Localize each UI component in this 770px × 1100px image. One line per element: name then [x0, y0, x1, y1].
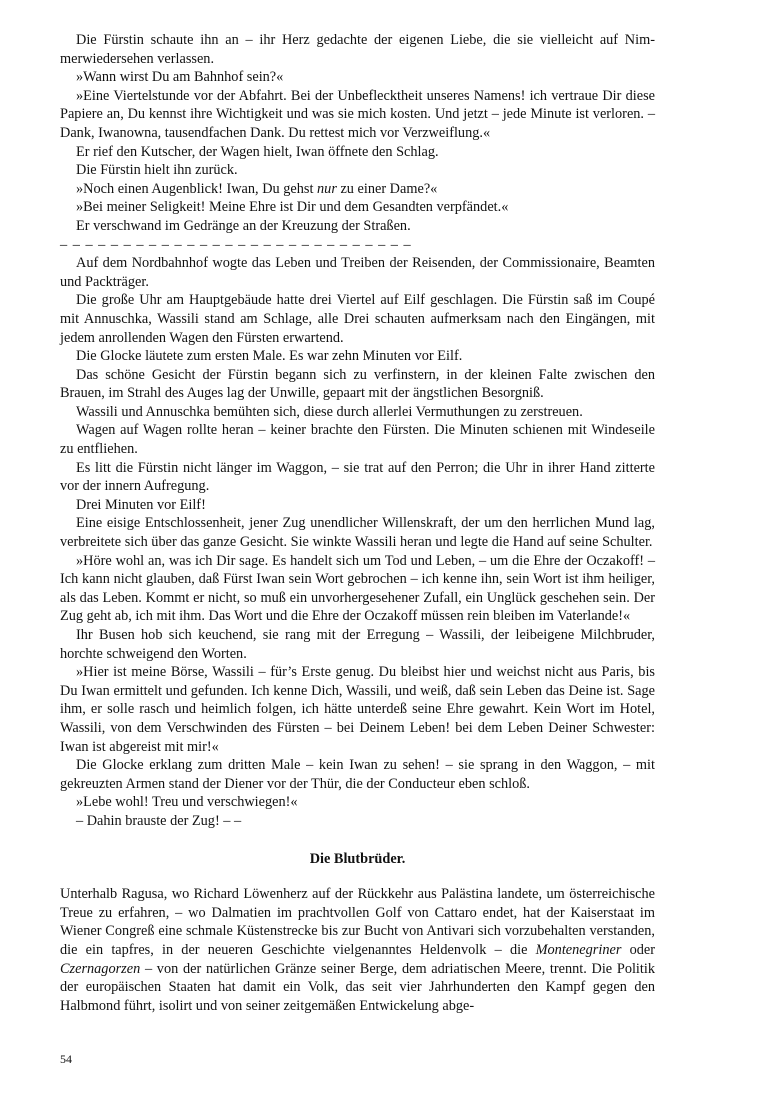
paragraph: Wagen auf Wagen rollte heran – keiner brachte den Fürsten. Die Minuten schienen mit Windeseile zu entfliehen.	[60, 422, 655, 458]
paragraph: Es litt die Fürstin nicht länger im Waggon, – sie trat auf den Perron; die Uhr in ihrer Hand zitterte vor der innern Aufregung.	[60, 459, 655, 495]
paragraph: Ihr Busen hob sich keuchend, sie rang mit der Erregung – Wassili, der leibeigene Milchbruder, horchte schweigend den Worten.	[60, 627, 655, 662]
paragraph: »Lebe wohl! Treu und verschwiegen!«	[76, 794, 298, 811]
paragraph: – Dahin brauste der Zug! – –	[76, 812, 242, 829]
text-run: zu einer Dame?«	[336, 180, 438, 197]
text-run: »Noch einen Augenblick! Iwan, Du gehst	[76, 180, 318, 197]
paragraph: Die große Uhr am Hauptgebäude hatte drei Viertel auf Eilf geschlagen. Die Fürstin saß im Coupé mit Annuschka, Wassili stand am Schlage, alle Drei schauten aufmerksam nach den Eingängen, mit jedem anrollenden Wagen den Fürsten erwartend.	[60, 292, 655, 346]
paragraph: Drei Minuten vor Eilf!	[76, 496, 206, 513]
paragraph: Die Fürstin hielt ihn zurück.	[76, 162, 238, 179]
italic-term: Montenegriner	[535, 941, 622, 958]
paragraph	[60, 180, 655, 199]
italic-term: nur	[317, 180, 337, 197]
paragraph: Eine eisige Entschlossenheit, jener Zug unendlicher Willenskraft, der um den herrlichen Mund lag, verbreitete sich über das ganze Gesicht. Sie winkte Wassili heran und legte die Hand auf seine Schulter.	[60, 515, 655, 551]
paragraph: Er rief den Kutscher, der Wagen hielt, Iwan öffnete den Schlag.	[76, 143, 439, 160]
italic-term: Czernagorzen	[60, 960, 141, 977]
paragraph: Die Glocke läutete zum ersten Male. Es war zehn Minuten vor Eilf.	[76, 348, 463, 365]
paragraph: Die Glocke erklang zum dritten Male – kein Iwan zu sehen! – sie sprang in den Waggon, – mit gekreuzten Armen stand der Diener vor der Thür, die der Conducteur eben schloß.	[60, 757, 655, 792]
paragraph: »Eine Viertelstunde vor der Abfahrt. Bei der Unbeflecktheit unseres Namens! ich vertraue Dir diese Papiere an, Du kennst ihre Wichtigkeit und was sie mich kosten. Und jetzt – jede Minute ist verloren. – Dank, Iwanowna, tausendfachen Dank. Du rettest mich vor Verzweiflung.«	[60, 87, 655, 141]
closing-paragraph	[60, 885, 655, 1015]
paragraph: »Bei meiner Seligkeit! Meine Ehre ist Dir und dem Gesandten verpfändet.«	[76, 199, 509, 216]
page-body	[60, 31, 655, 1015]
text-run: oder	[621, 941, 655, 958]
paragraph: Die Fürstin schaute ihn an – ihr Herz gedachte der eigenen Liebe, die sie vielleicht auf Nimmerwiedersehen verlassen.	[60, 32, 655, 67]
section-separator: – – – – – – – – – – – – – – – – – – – – – – – – – – – –	[60, 236, 412, 253]
paragraph: »Wann wirst Du am Bahnhof sein?«	[76, 69, 284, 86]
paragraph: Er verschwand im Gedränge an der Kreuzung der Straßen.	[76, 217, 411, 234]
paragraph: Auf dem Nordbahnhof wogte das Leben und Treiben der Reisenden, der Commissionaire, Beamten und Packträger.	[60, 255, 655, 290]
text-run: Unterhalb Ragusa, wo Richard Löwenherz auf der Rückkehr aus Palästina landete, um österreichische Treue zu erfahren, – wo Dalmatien im prachtvollen Golf von Cattaro endet, hat der Kaiserstaat im Wiener Congreß eine schmale Küstenstrecke bis zur Bucht von Antivari sich vorzubehalten verstanden, die ein tapfres, in der neueren Geschichte vielgenanntes Heldenvolk – die	[60, 886, 655, 958]
paragraph: »Hier ist meine Börse, Wassili – für’s Erste genug. Du bleibst hier und weichst nicht aus Paris, bis Du Iwan ermittelt und gefunden. Ich kenne Dich, Wassili, und weiß, daß sein Leben das Deine ist. Sage ihm, er solle rasch und heimlich folgen, ich hätte unterdeß seine Ehre gewahrt. Kein Wort im Hotel, Wassili, von dem Verschwinden des Fürsten – bei Deinem Leben! bei dem Leben Deiner Schwester: Iwan ist abgereist mit mir!«	[60, 664, 655, 755]
text-section-top	[60, 31, 655, 831]
paragraph: »Höre wohl an, was ich Dir sage. Es handelt sich um Tod und Leben, – um die Ehre der Oczakoff! – Ich kann nicht glauben, daß Fürst Iwan sein Wort gebrochen – ich kenne ihn, sein Wort ist ihm heiliger, als das Leben. Kommt er nicht, so muß ein unvorhergesehener Zufall, ein Unglück geschehen sein. Der Zug geht ab, ich mit ihm. Das Wort und die Ehre der Oczakoff müssen rein bleiben im Vaterlande!«	[60, 552, 655, 625]
page-number: 54	[60, 1052, 72, 1066]
paragraph: Das schöne Gesicht der Fürstin begann sich zu verfinstern, in der kleinen Falte zwischen den Brauen, im Strahl des Auges lag der Unwille, gepaart mit der ängstlichen Besorgniß.	[60, 366, 655, 402]
chapter-heading: Die Blutbrüder.	[309, 850, 406, 867]
text-run: – von der natürlichen Gränze seiner Berge, dem adriatischen Meere, trennt. Die Politik der europäischen Staaten hat damit ein Volk, das seit vier Jahrhunderten den Kampf gegen den Halbmond führt, isolirt und von seiner zeitgemäßen Entwickelung abge-	[60, 960, 655, 1014]
paragraph: Wassili und Annuschka bemühten sich, diese durch allerlei Vermuthungen zu zerstreuen.	[76, 403, 583, 420]
